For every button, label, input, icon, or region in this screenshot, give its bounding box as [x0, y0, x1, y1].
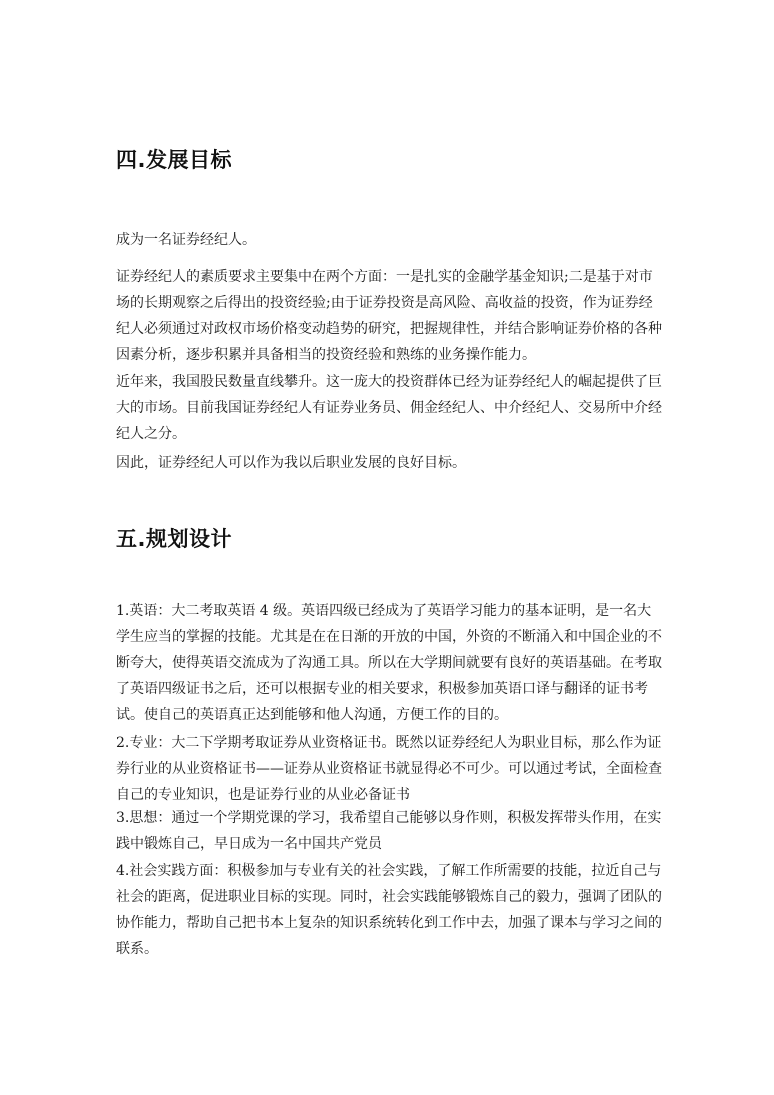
section-4-paragraph-4: 因此，证券经纪人可以作为我以后职业发展的良好目标。	[116, 455, 466, 471]
section-4-paragraph-1: 成为一名证券经纪人。	[116, 232, 256, 248]
section-4-paragraph-3: 近年来，我国股民数量直线攀升。这一庞大的投资群体已经为证券经纪人的崛起提供了巨大的市场。目前我国证券经纪人有证券业务员、佣金经纪人、中介经纪人、交易所中介经纪人之分。	[116, 374, 662, 442]
section-4-heading: 四.发展目标	[116, 148, 232, 172]
section-5-item-major: 2.专业：大二下学期考取证券从业资格证书。既然以证券经纪人为职业目标，那么作为证券行业的从业资格证书——证券从业资格证书就显得必不可少。可以通过考试，全面检查自己的专业知识，也是证券行业的从业必备证书	[116, 735, 662, 803]
section-5-heading: 五.规划设计	[116, 527, 232, 551]
section-5-item-english: 1.英语：大二考取英语 4 级。英语四级已经成为了英语学习能力的基本证明，是一名大学生应当的掌握的技能。尤其是在在日渐的开放的中国，外资的不断涌入和中国企业的不断夸大，使得英语交流成为了沟通工具。所以在大学期间就要有良好的英语基础。在考取了英语四级证书之后，还可以根据专业的相关要求，积极参加英语口译与翻译的证书考试。使自己的英语真正达到能够和他人沟通，方便工作的目的。	[116, 603, 662, 723]
section-5-item-social-practice: 4.社会实践方面：积极参加与专业有关的社会实践，了解工作所需要的技能，拉近自己与社会的距离，促进职业目标的实现。同时，社会实践能够锻炼自己的毅力，强调了团队的协作能力，帮助自己把书本上复杂的知识系统转化到工作中去，加强了课本与学习之间的联系。	[116, 863, 662, 957]
section-5-item-ideology: 3.思想：通过一个学期党课的学习，我希望自己能够以身作则，积极发挥带头作用，在实践中锻炼自己，早日成为一名中国共产党员	[116, 810, 662, 852]
section-4-paragraph-2: 证券经纪人的素质要求主要集中在两个方面：一是扎实的金融学基金知识;二是基于对市场的长期观察之后得出的投资经验;由于证券投资是高风险、高收益的投资，作为证券经纪人必须通过对政权市场价格变动趋势的研究，把握规律性，并结合影响证券价格的各种因素分析，逐步积累并具备相当的投资经验和熟练的业务操作能力。	[116, 269, 662, 363]
